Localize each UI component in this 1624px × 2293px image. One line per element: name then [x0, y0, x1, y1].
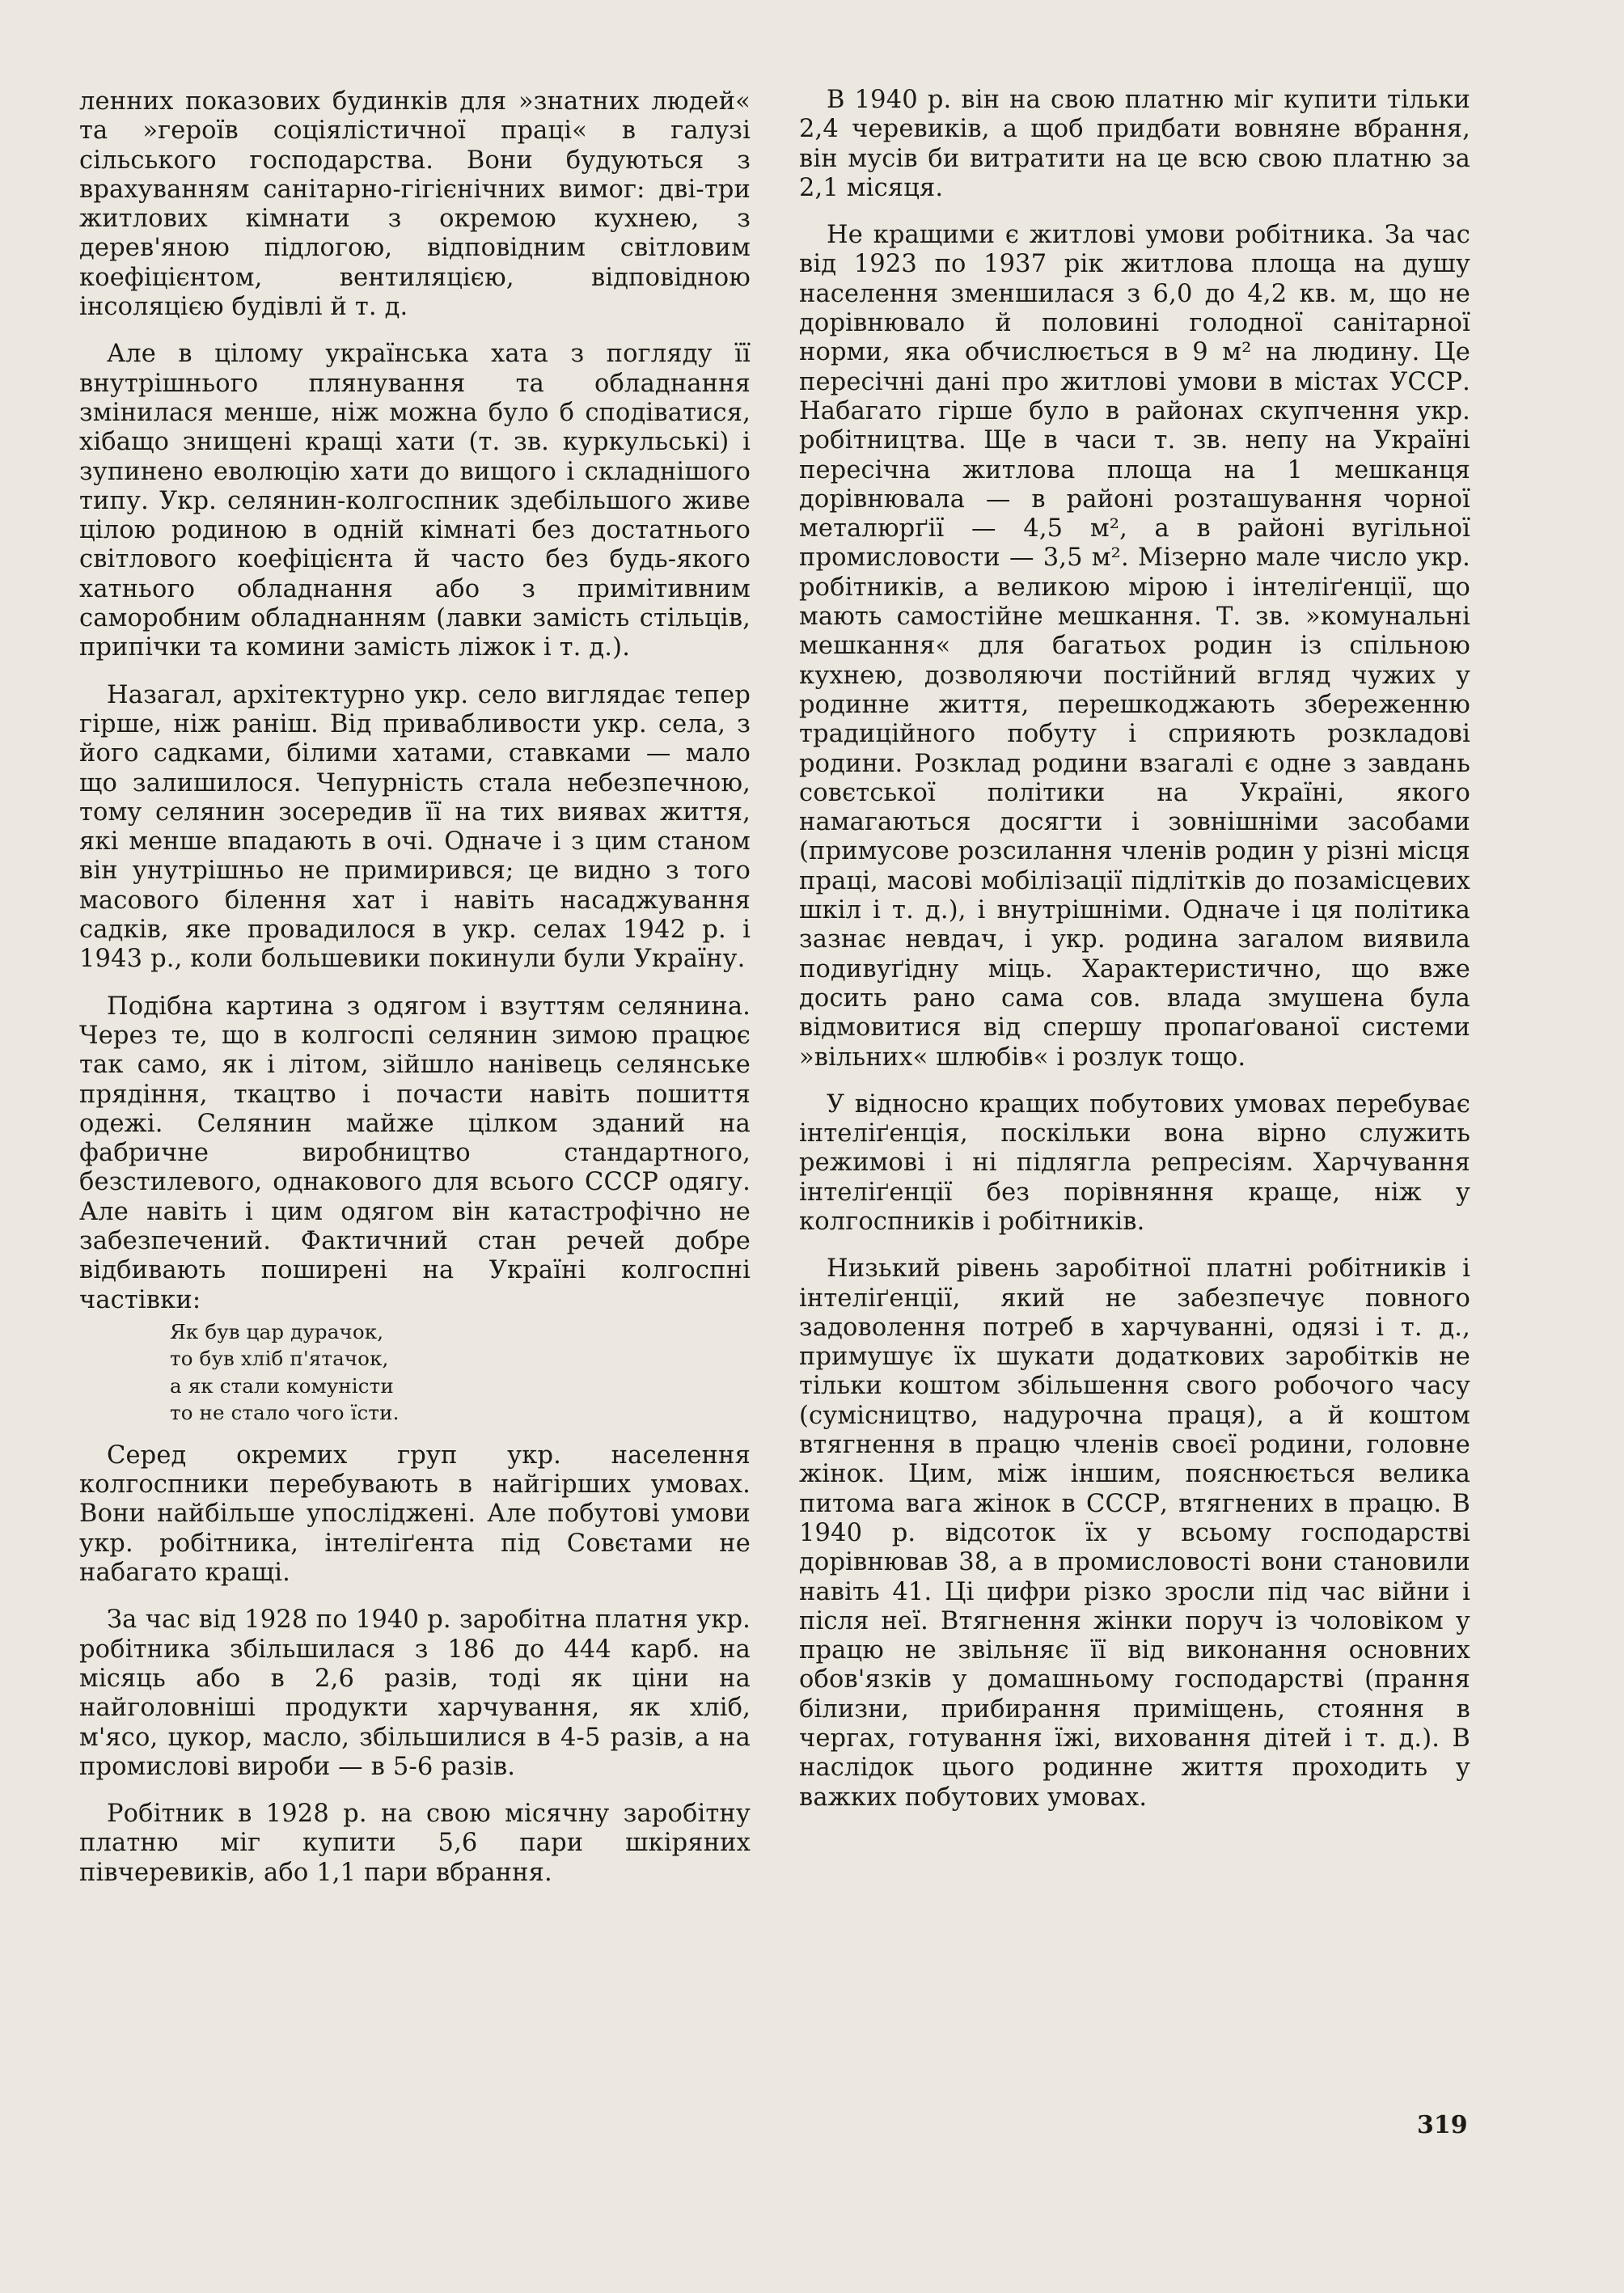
paragraph: Подібна картина з одягом і взуттям селянина. Через те, що в колгоспі селянин зимою працює так само, як і літом, зійшло нанівець селянське прядіння, ткацтво і почасти навіть пошиття одежі. Селянин майже цілком зданий на фабричне виробництво стандартного, безстилевого, однакового для всього СССР одягу. Але навіть і цим одягом він катастрофічно не забезпечений. Фактичний стан речей добре відбивають поширені на Україні колгоспні частівки: [79, 992, 751, 1314]
paragraph: Назагал, архітектурно укр. село виглядає тепер гірше, ніж раніш. Від привабливости укр. села, з його садками, білими хатами, ставками — мало що залишилося. Чепурність стала небезпечною, тому селянин зосередив її на тих виявах життя, які менше впадають в очі. Одначе і з цим станом він унутрішньо не примирився; це видно з того масового білення хат і навіть насаджування садків, яке провадилося в укр. селах 1942 р. і 1943 р., коли большевики покинули були Україну. [79, 680, 751, 974]
verse-line: Як був цар дурачок, [170, 1319, 384, 1343]
right-text-column [799, 86, 1470, 1830]
paragraph: У відносно кращих побутових умовах перебуває інтеліґенція, поскільки вона вірно служить режимові і ні підлягла репресіям. Харчування інтеліґенції без порівняння краще, ніж у колгоспників і робітників. [799, 1089, 1470, 1236]
folk-verse [170, 1318, 751, 1427]
paragraph: ленних показових будинків для »знатних людей« та »героїв соціялістичної праці« в галузі сільського господарства. Вони будуються з врахуванням санітарно-гігієнічних вимог: дві-три житлових кімнати з окремою кухнею, з дерев'яною підлогою, відповідним світловим коефіцієнтом, вентиляцією, відповідною інсоляцією будівлі й т. д. [79, 87, 751, 322]
page-number: 319 [1417, 2111, 1468, 2139]
verse-line: то був хліб п'ятачок, [170, 1347, 389, 1371]
paragraph: В 1940 р. він на свою платню міг купити тільки 2,4 черевиків, а щоб придбати вовняне вбрання, він мусів би витратити на це всю свою платню за 2,1 місяця. [799, 86, 1470, 202]
paragraph: Низький рівень заробітної платні робітників і інтеліґенції, який не забезпечує повного задоволення потреб в харчуванні, одязі і т. д., примушує їх шукати додаткових заробітків не тільки коштом збільшення свого робочого часу (сумісництво, надурочна праця), а й коштом втягнення в працю членів своєї родини, головне жінок. Цим, між іншим, пояснюється велика питома вага жінок в СССР, втягнених в працю. В 1940 р. відсоток їх у всьому господарстві дорівнював 38, а в промисловості вони становили навіть 41. Ці цифри різко зросли під час війни і після неї. Втягнення жінки поруч із чоловіком у працю не звільняє її від виконання основних обов'язків у домашньому господарстві (прання білизни, прибирання приміщень, стояння в чергах, готування їжі, виховання дітей і т. д.). В наслідок цього родинне життя проходить у важких побутових умовах. [799, 1254, 1470, 1812]
left-text-column [79, 87, 751, 1906]
paragraph: Але в цілому українська хата з погляду її внутрішнього плянування та обладнання змінилася менше, ніж можна було б сподіватися, хібащо знищені кращі хати (т. зв. куркульські) і зупинено еволюцію хати до вищого і складнішого типу. Укр. селянин-колгоспник здебільшого живе цілою родиною в одній кімнаті без достатнього світлового коефіцієнта й часто без будь-якого хатнього обладнання або з примітивним саморобним обладнанням (лавки замість стільців, припічки та комини замість ліжок і т. д.). [79, 340, 751, 662]
paragraph: Не кращими є житлові умови робітника. За час від 1923 по 1937 рік житлова площа на душу населення зменшилася з 6,0 до 4,2 кв. м, що не дорівнювало й половині голодної санітарної норми, яка обчислюється в 9 м² на людину. Це пересічні дані про житлові умови в містах УССР. Набагато гірше було в районах скупчення укр. робітництва. Ще в часи т. зв. непу на Україні пересічна житлова площа на 1 мешканця дорівнювала — в районі розташування чорної металюрґії — 4,5 м², а в районі вугільної промисловости — 3,5 м². Мізерно мале число укр. робітників, а великою мірою і інтеліґенції, що мають самостійне мешкання. Т. зв. »комунальні мешкання« для багатьох родин із спільною кухнею, дозволяючи постійний вгляд чужих у родинне життя, перешкоджають збереженню традиційного побуту і сприяють розкладові родини. Розклад родини взагалі є одне з завдань совєтської політики на Україні, якого намагаються досягти і зовнішніми засобами (примусове розсилання членів родин у різні місця праці, масові мобілізації підлітків до позамісцевих шкіл і т. д.), і внутрішніми. Одначе і ця політика зазнає невдач, і укр. родина загалом виявила подивуґідну міць. Характеристично, що вже досить рано сама сов. влада змушена була відмовитися від спершу пропаґованої системи »вільних« шлюбів« і розлук тощо. [799, 221, 1470, 1072]
verse-line: то не стало чого їсти. [170, 1401, 400, 1425]
paragraph: За час від 1928 по 1940 р. заробітна платня укр. робітника збільшилася з 186 до 444 карб. на місяць або в 2,6 разів, тоді як ціни на найголовніші продукти харчування, як хліб, м'ясо, цукор, масло, збільшилися в 4-5 разів, а на промислові вироби — в 5-6 разів. [79, 1606, 751, 1781]
paragraph: Робітник в 1928 р. на свою місячну заробітну платню міг купити 5,6 пари шкіряних півчеревиків, або 1,1 пари вбрання. [79, 1800, 751, 1887]
paragraph: Серед окремих груп укр. населення колгоспники перебувають в найгірших умовах. Вони найбільше упосліджені. Але побутові умови укр. робітника, інтеліґента під Совєтами не набагато кращі. [79, 1441, 751, 1588]
verse-line: а як стали комуністи [170, 1373, 394, 1398]
